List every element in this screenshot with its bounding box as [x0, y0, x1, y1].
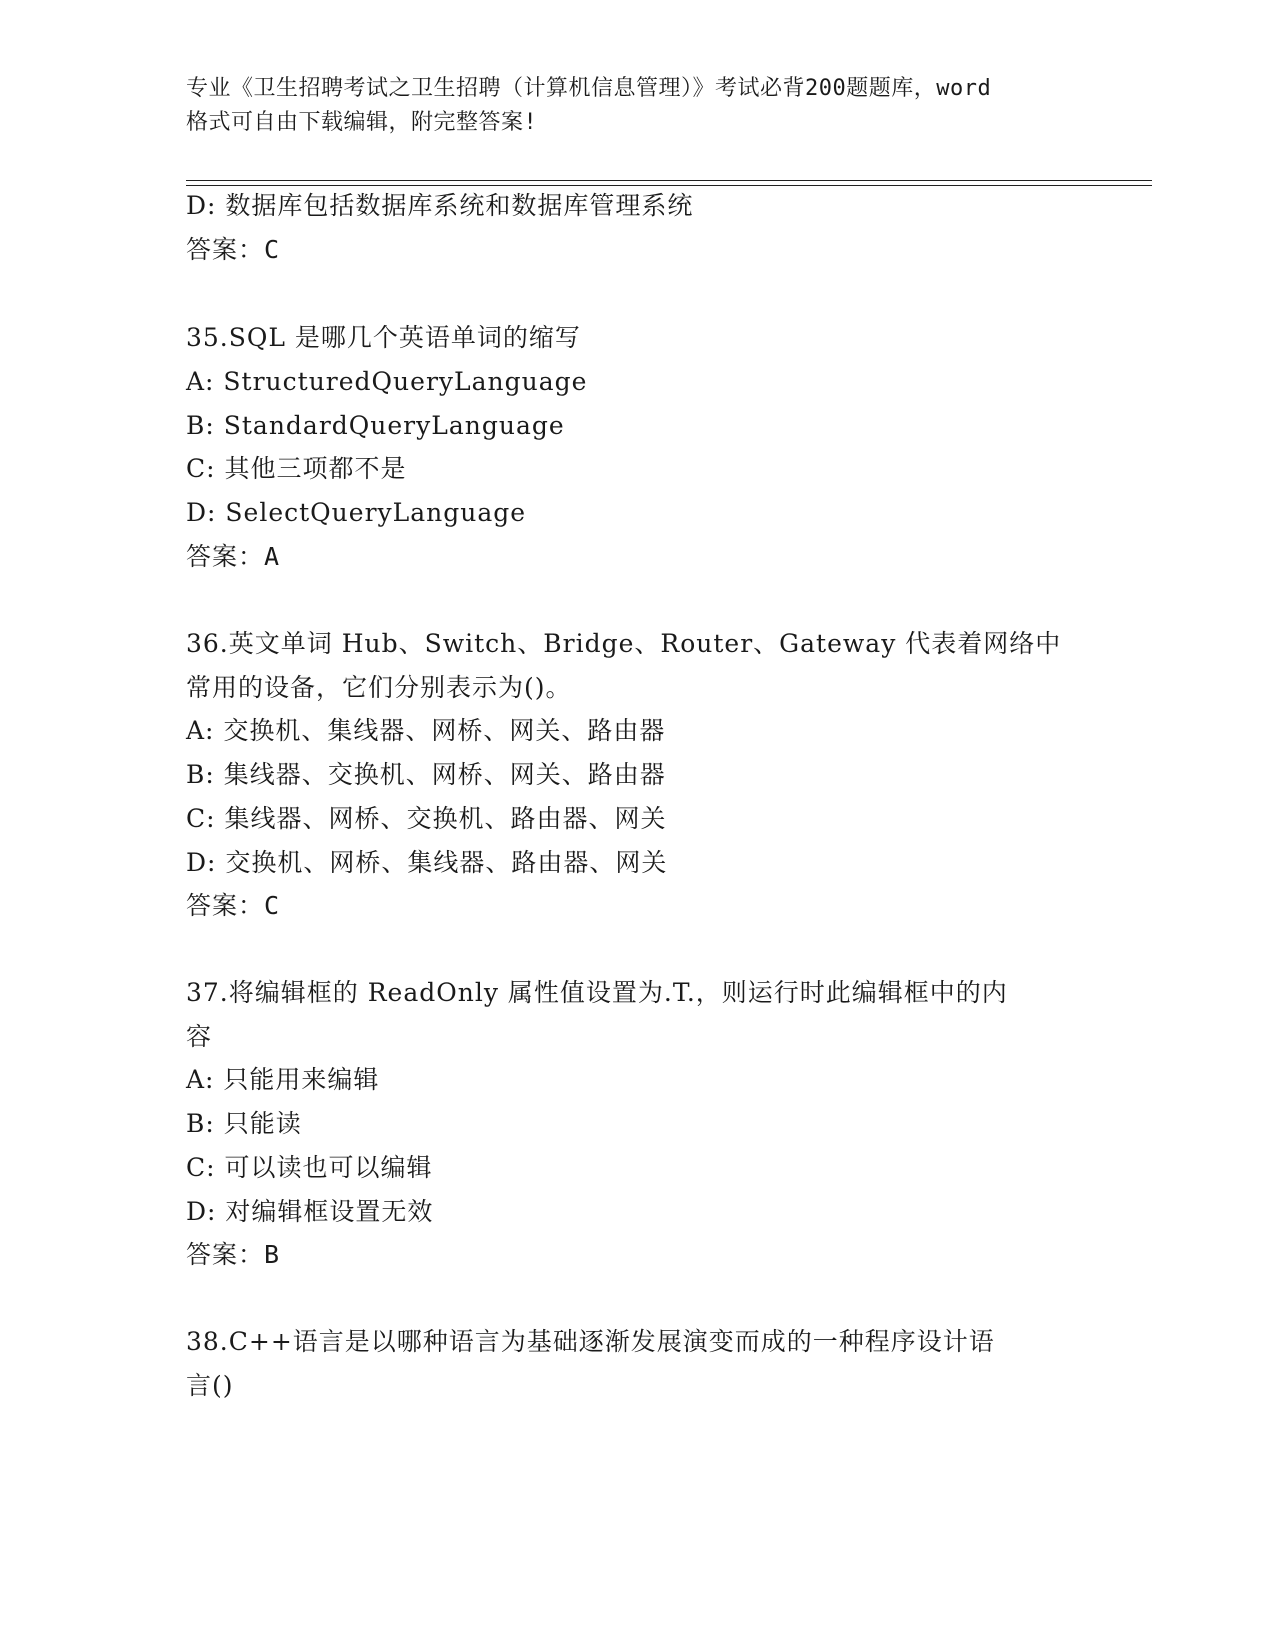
question-37-stem-line-1: 37.将编辑框的 ReadOnly 属性值设置为.T.，则运行时此编辑框中的内	[186, 978, 1008, 1007]
question-35-option-d: D: SelectQueryLanguage	[186, 498, 527, 527]
answer-label: 答案：	[186, 891, 265, 920]
answer-value: B	[264, 1240, 281, 1269]
question-37-option-a: A: 只能用来编辑	[186, 1065, 380, 1094]
question-35-stem: 35.SQL 是哪几个英语单词的缩写	[186, 323, 581, 352]
answer-label: 答案：	[186, 1240, 265, 1269]
question-35-option-b: B: StandardQueryLanguage	[186, 411, 565, 440]
question-37-stem-line-2: 容	[186, 1022, 213, 1051]
header-line-2: 格式可自由下载编辑，附完整答案!	[186, 110, 538, 135]
question-36-option-a: A: 交换机、集线器、网桥、网关、路由器	[186, 716, 666, 745]
header-divider-bottom	[186, 185, 1152, 186]
question-36-stem-line-2: 常用的设备，它们分别表示为()。	[186, 673, 572, 702]
answer-value: A	[264, 542, 281, 571]
header-divider-top	[186, 180, 1152, 181]
question-36-answer	[186, 890, 280, 922]
prev-option-d: D: 数据库包括数据库系统和数据库管理系统	[186, 191, 694, 220]
question-35-option-c: C: 其他三项都不是	[186, 454, 407, 483]
question-35-answer	[186, 541, 280, 573]
question-37-option-b: B: 只能读	[186, 1109, 302, 1138]
prev-answer	[186, 234, 280, 266]
question-37-option-c: C: 可以读也可以编辑	[186, 1153, 433, 1182]
answer-label: 答案：	[186, 542, 265, 571]
question-36-option-c: C: 集线器、网桥、交换机、路由器、网关	[186, 804, 667, 833]
question-37-option-d: D: 对编辑框设置无效	[186, 1197, 434, 1226]
header-line-1: 专业《卫生招聘考试之卫生招聘（计算机信息管理）》考试必背200题题库，word	[186, 76, 992, 101]
question-37-answer	[186, 1239, 280, 1271]
answer-value: C	[264, 235, 281, 264]
question-36-stem-line-1: 36.英文单词 Hub、Switch、Bridge、Router、Gateway 代表着网络中	[186, 629, 1062, 658]
answer-label: 答案：	[186, 235, 265, 264]
question-35-option-a: A: StructuredQueryLanguage	[186, 367, 588, 396]
document-header	[186, 72, 1086, 140]
answer-value: C	[264, 891, 281, 920]
question-38-stem-line-2: 言()	[186, 1371, 234, 1400]
question-36-option-b: B: 集线器、交换机、网桥、网关、路由器	[186, 760, 666, 789]
question-36-option-d: D: 交换机、网桥、集线器、路由器、网关	[186, 848, 668, 877]
question-38-stem-line-1: 38.C++语言是以哪种语言为基础逐渐发展演变而成的一种程序设计语	[186, 1327, 995, 1356]
